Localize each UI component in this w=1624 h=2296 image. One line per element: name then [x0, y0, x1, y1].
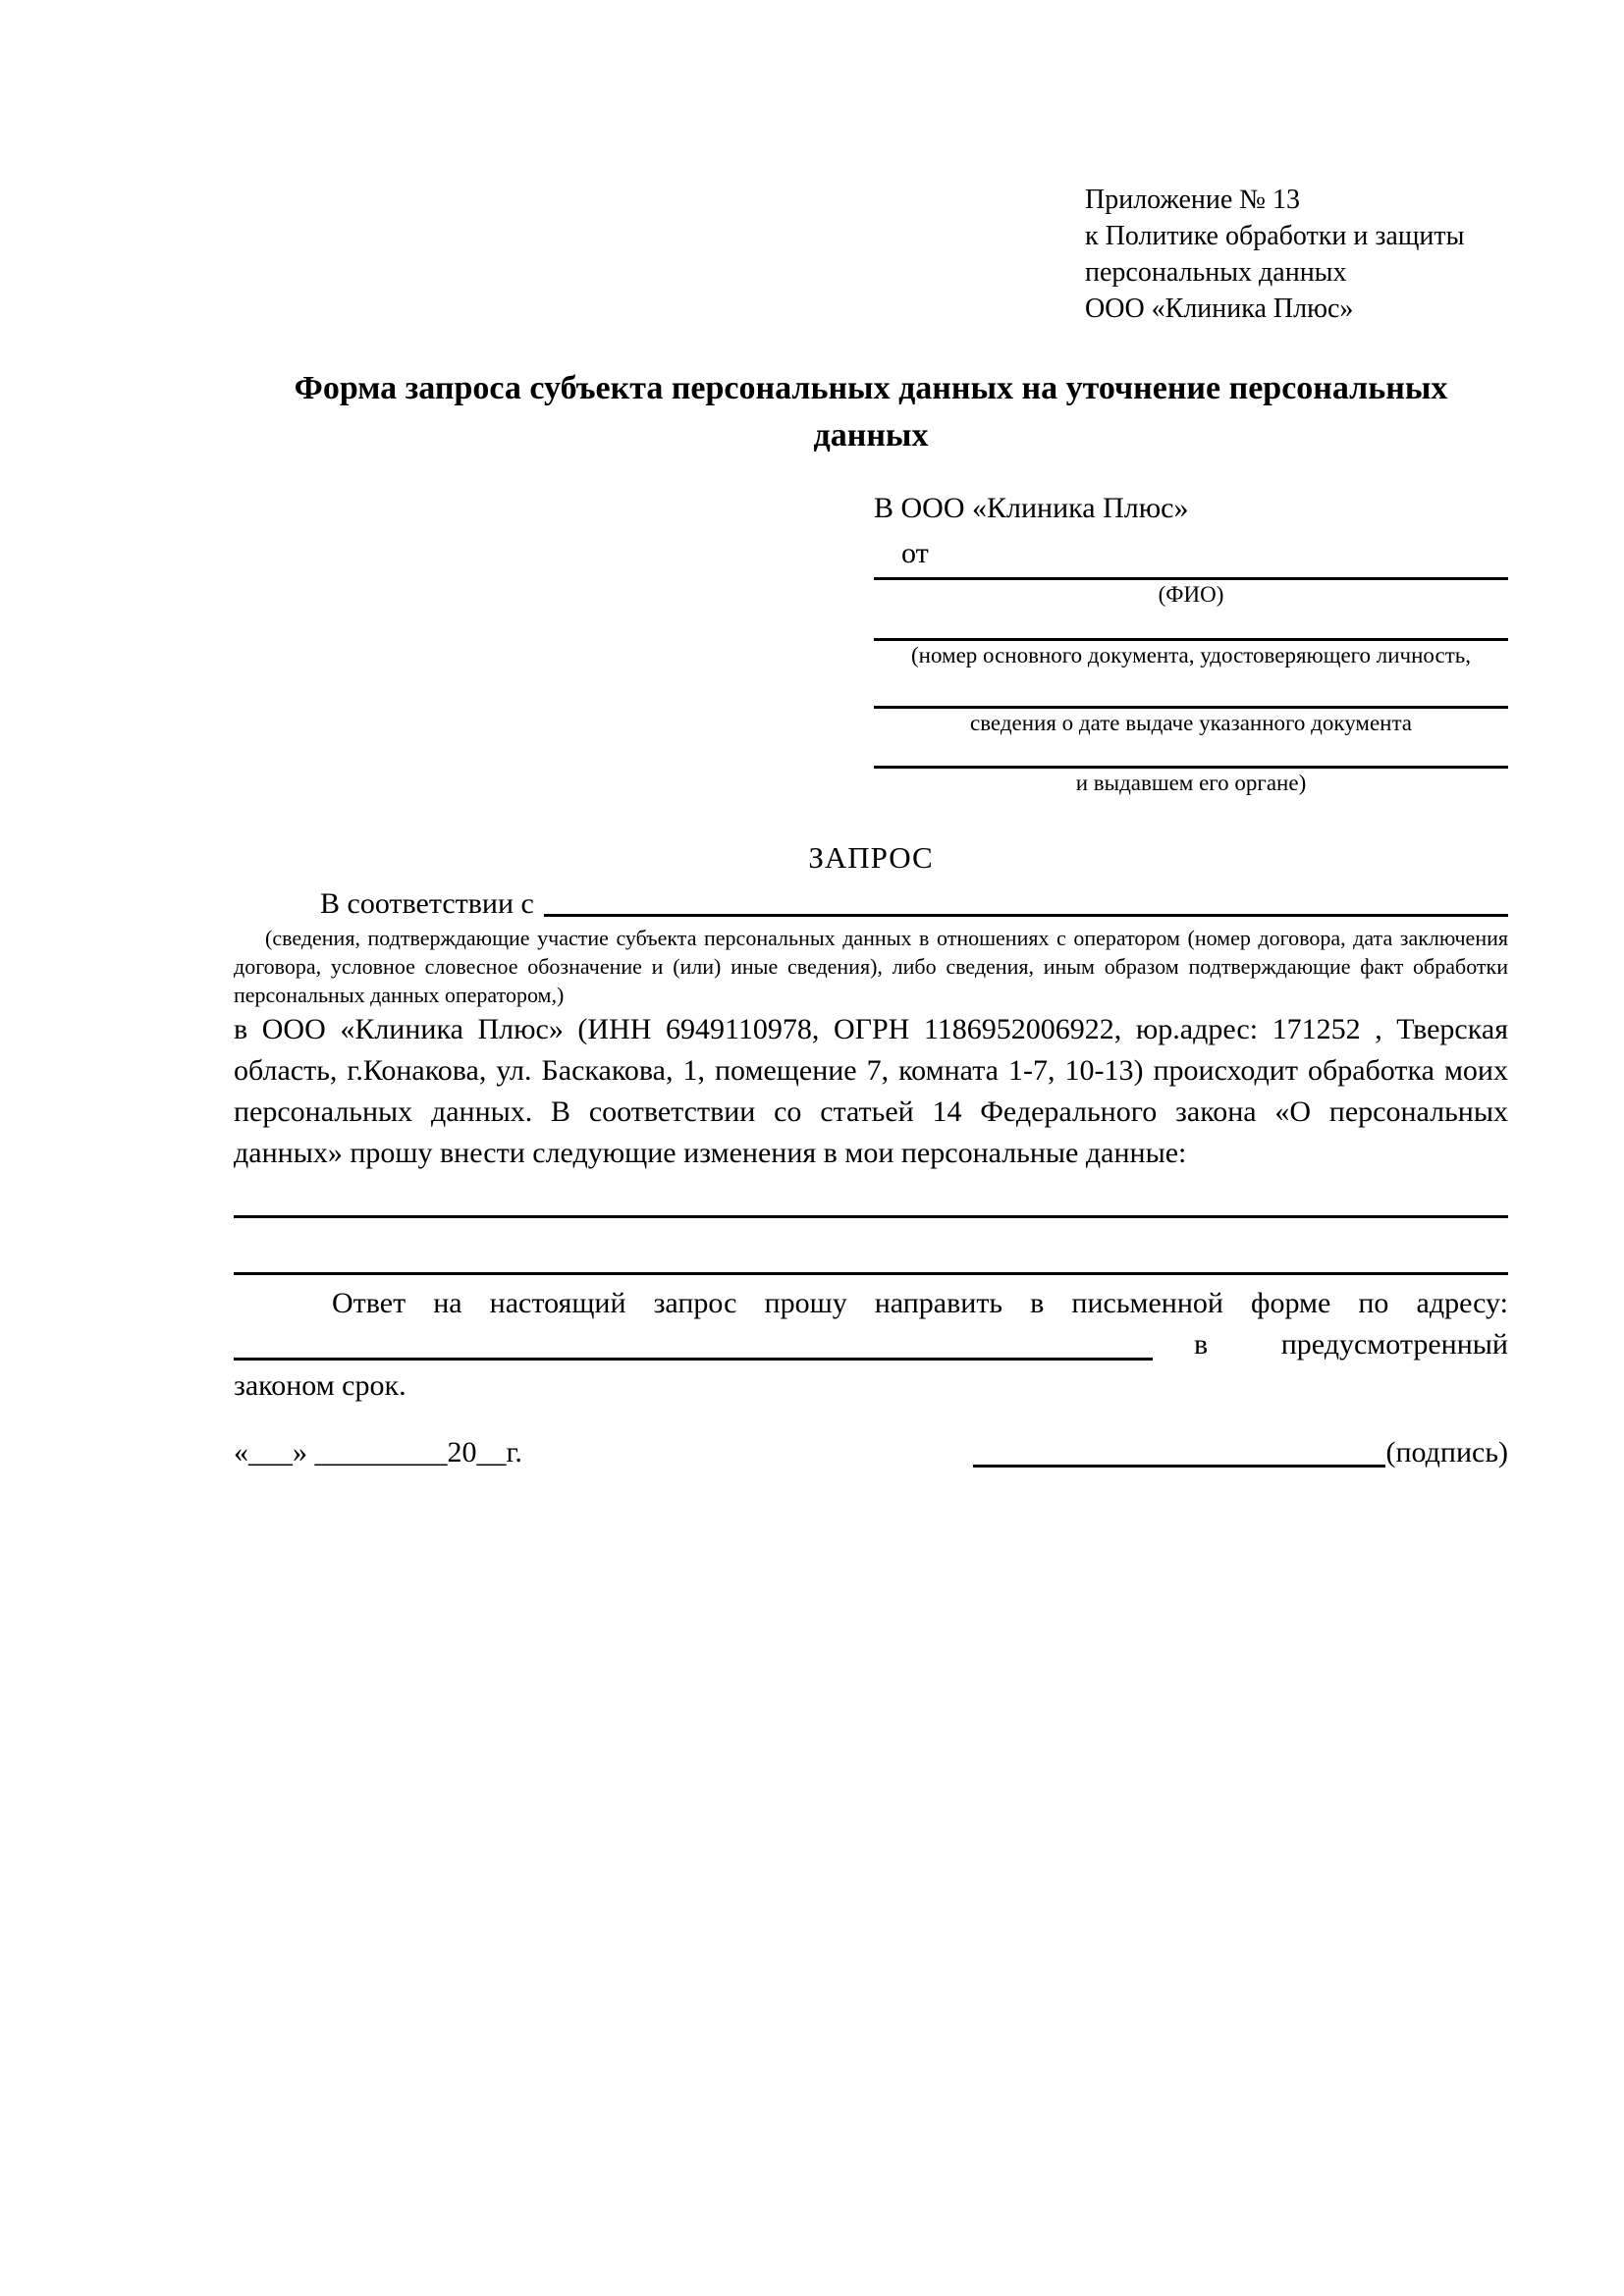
addressee-block: [874, 489, 1508, 798]
date-write-in: «___» _________20__г.: [234, 1436, 522, 1468]
accordance-lead: В соответствии с: [320, 887, 534, 920]
document-number-field: [874, 638, 1508, 670]
address-write-in-line: [234, 1358, 1153, 1361]
form-title: Форма запроса субъекта персональных данных на уточнение персональных данных: [294, 370, 1448, 454]
reply-address-row: [234, 1324, 1508, 1365]
request-heading: ЗАПРОС: [808, 840, 934, 875]
signature-block: [973, 1432, 1508, 1473]
issue-date-caption: сведения о дате выдаче указанного документа: [969, 711, 1413, 735]
small-print-note: (сведения, подтверждающие участие субъекта персональных данных в отношениях с оператором (номер договора, дата заключения договора, условное словесное обозначение и (или) иные сведения), либо сведения, иным образом подтверждающие факт обработки персональных данных оператором,): [234, 926, 1508, 1007]
changes-write-in-line-2: [234, 1272, 1508, 1275]
appendix-line: ООО «Клиника Плюс»: [1085, 294, 1354, 324]
fio-caption: (ФИО): [1158, 582, 1224, 607]
reply-paragraph-line1: Ответ на настоящий запрос прошу направить в письменной форме по адресу:: [332, 1287, 1508, 1319]
reply-paragraph-line3: законом срок.: [234, 1369, 406, 1402]
document-number-caption: (номер основного документа, удостоверяющего личность,: [910, 643, 1471, 667]
changes-write-in-line-1: [234, 1215, 1508, 1218]
reply-paragraph-line2: [1153, 1324, 1508, 1365]
date-signature-row: [234, 1432, 1508, 1473]
fio-field: [874, 577, 1508, 610]
accordance-write-in-line: [544, 914, 1508, 917]
issue-date-field: [874, 706, 1508, 738]
appendix-line: персональных данных: [1085, 257, 1347, 288]
signature-write-in-line: [973, 1465, 1385, 1468]
accordance-row: [234, 886, 1508, 922]
appendix-line: к Политике обработки и защиты: [1085, 221, 1465, 251]
issuing-authority-caption: и выдавшем его органе): [1075, 771, 1307, 795]
signature-caption: (подпись): [1385, 1436, 1508, 1468]
appendix-header: [1085, 182, 1508, 327]
issuing-authority-field: [874, 766, 1508, 798]
body-paragraph: в ООО «Клиника Плюс» (ИНН 6949110978, ОГРН 1186952006922, юр.адрес: 171252 , Тверская область, г.Конакова, ул. Баскакова, 1, помещение 7, комната 1-7, 10-13) происходит обработка моих персональных данных. В соответствии со статьей 14 Федерального закона «О персональных данных» прошу внести следующие изменения в мои персональные данные:: [234, 1013, 1508, 1169]
reply-tail: предусмотренный: [1280, 1328, 1508, 1361]
reply-connector: в: [1194, 1328, 1209, 1361]
addressee-organization: В ООО «Клиника Плюс»: [874, 492, 1189, 524]
appendix-line: Приложение № 13: [1085, 185, 1300, 215]
from-label: от: [901, 537, 929, 569]
